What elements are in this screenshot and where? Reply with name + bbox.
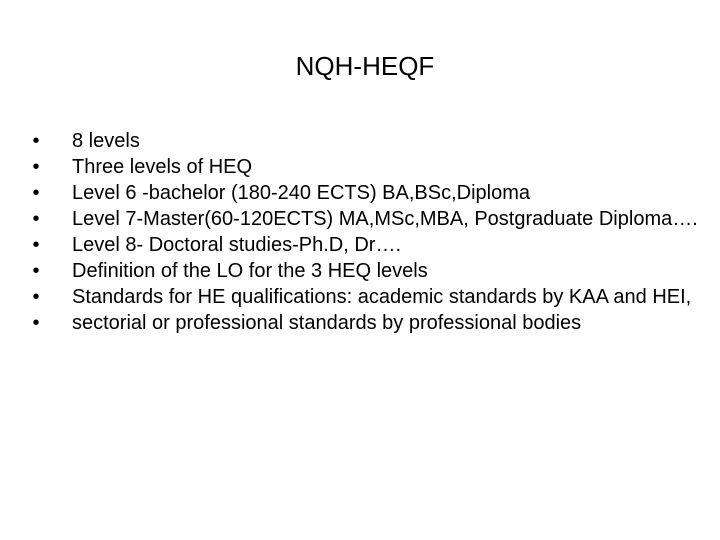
- bullet-icon: •: [32, 260, 40, 282]
- bullet-item: [26, 258, 706, 284]
- bullet-item: [26, 206, 706, 232]
- bullet-text: sectorial or professional standards by professional bodies: [72, 312, 582, 334]
- bullet-item: [26, 310, 706, 336]
- bullet-icon: •: [32, 234, 40, 256]
- bullet-item: [26, 180, 706, 206]
- bullet-icon: •: [32, 130, 40, 152]
- bullet-icon: •: [32, 182, 40, 204]
- bullet-text: Level 8- Doctoral studies-Ph.D, Dr….: [72, 234, 402, 256]
- bullet-text: Standards for HE qualifications: academic standards by KAA and HEI,: [72, 286, 692, 308]
- bullet-item: [26, 154, 706, 180]
- bullet-item: [26, 232, 706, 258]
- bullet-text: Definition of the LO for the 3 HEQ levels: [72, 260, 428, 282]
- bullet-text: Level 6 -bachelor (180-240 ECTS) BA,BSc,Diploma: [72, 182, 530, 204]
- slide-title: NQH-HEQF: [295, 51, 435, 81]
- bullet-item: [26, 128, 706, 154]
- bullet-text: Three levels of HEQ: [72, 156, 253, 178]
- bullet-item: [26, 284, 706, 310]
- bullet-icon: •: [32, 312, 40, 334]
- bullet-text: 8 levels: [72, 130, 140, 152]
- bullet-icon: •: [32, 208, 40, 230]
- bullet-icon: •: [32, 156, 40, 178]
- bullet-text: Level 7-Master(60-120ECTS) MA,MSc,MBA, Postgraduate Diploma….: [72, 208, 698, 230]
- bullet-icon: •: [32, 286, 40, 308]
- bullet-list: [26, 128, 706, 336]
